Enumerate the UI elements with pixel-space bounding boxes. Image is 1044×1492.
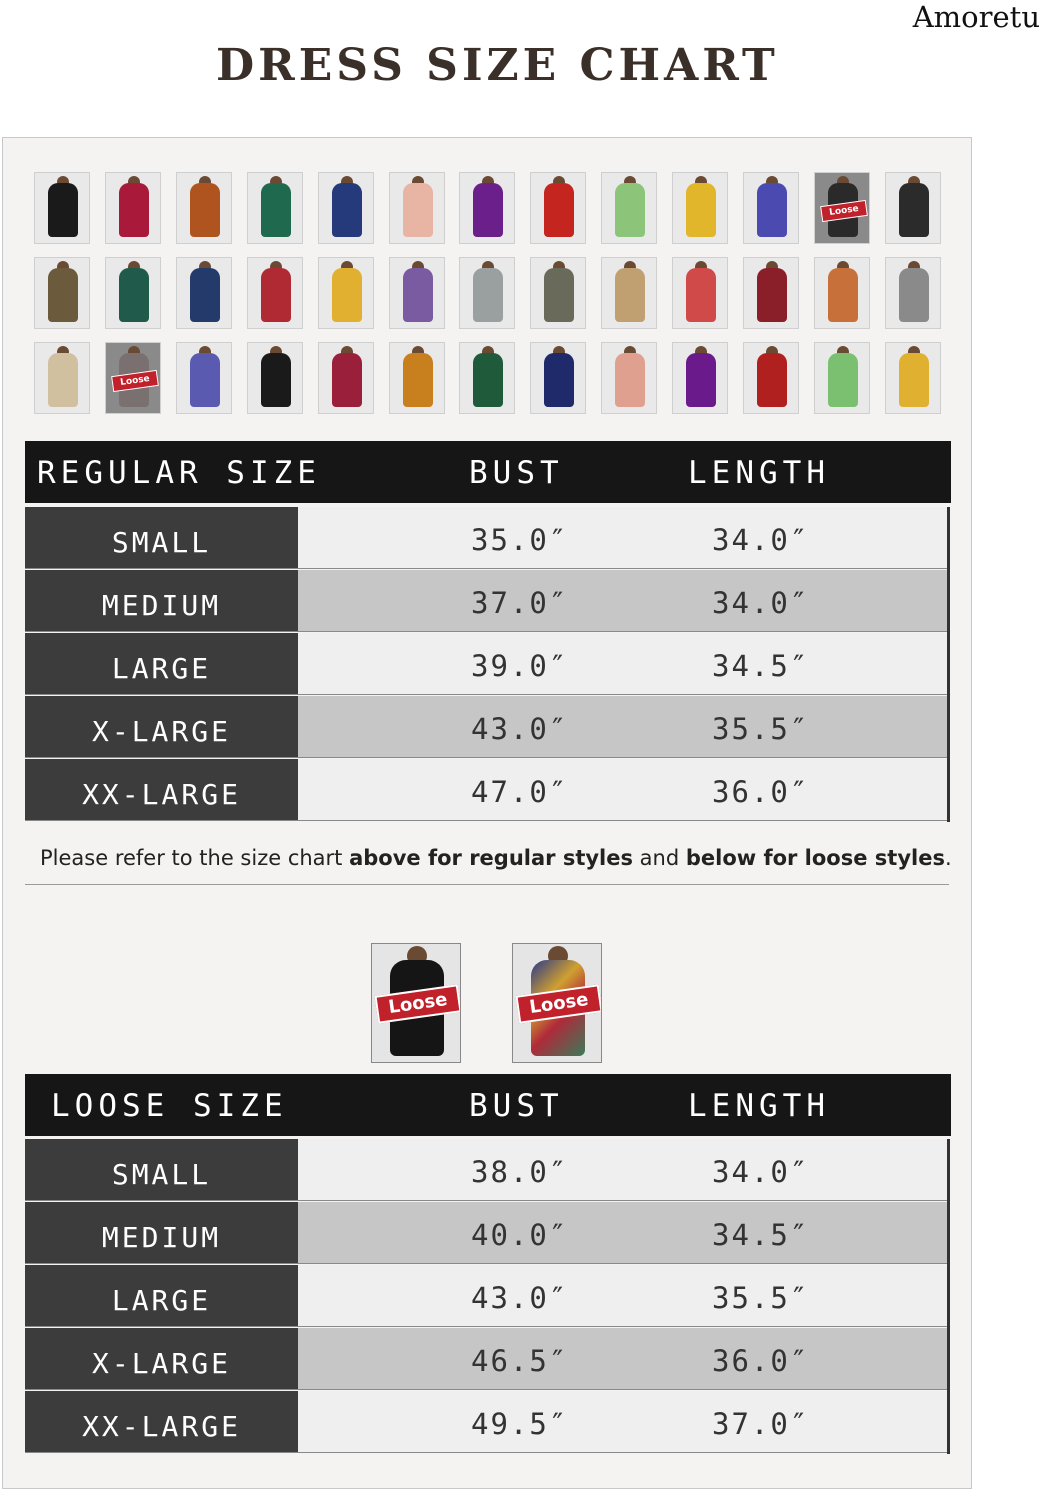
- bust-value: 39.0″: [471, 649, 569, 683]
- dress-thumbnail: [814, 257, 870, 329]
- bust-value: 43.0″: [471, 1281, 569, 1315]
- length-value: 34.0″: [712, 523, 810, 557]
- dress-thumbnail: [34, 172, 90, 244]
- dress-thumbnail: [601, 172, 657, 244]
- regular-size-heading: REGULAR SIZE: [37, 455, 321, 491]
- size-label: SMALL: [25, 1139, 298, 1200]
- dress-thumbnail: [105, 172, 161, 244]
- size-label: LARGE: [25, 633, 298, 694]
- length-value: 36.0″: [712, 775, 810, 809]
- bust-value: 38.0″: [471, 1155, 569, 1189]
- dress-thumbnail: [389, 172, 445, 244]
- length-heading: LENGTH: [688, 455, 830, 491]
- table-edge: [947, 507, 950, 822]
- dress-thumbnail: [247, 172, 303, 244]
- bust-heading: BUST: [469, 1088, 564, 1124]
- dress-thumbnail: [176, 172, 232, 244]
- dress-thumbnail: [530, 342, 586, 414]
- loose-style-photo-print: [512, 943, 602, 1063]
- loose-style-photo-solid: [371, 943, 461, 1063]
- size-label: XX-LARGE: [25, 759, 298, 820]
- size-row: [25, 1265, 949, 1327]
- size-row: [25, 507, 949, 569]
- size-row: [25, 759, 949, 821]
- regular-table-header: [25, 441, 951, 503]
- brand-logo: Amoretu: [912, 0, 1040, 34]
- size-label: XX-LARGE: [25, 1391, 298, 1452]
- dress-thumbnail: [389, 342, 445, 414]
- dress-thumbnail: [176, 257, 232, 329]
- dress-thumbnail: [743, 342, 799, 414]
- dress-thumbnail: [530, 257, 586, 329]
- bust-value: 37.0″: [471, 586, 569, 620]
- size-label: MEDIUM: [25, 570, 298, 631]
- dress-thumbnail: [672, 257, 728, 329]
- dress-thumbnail: [105, 342, 161, 414]
- dress-thumbnail: [743, 257, 799, 329]
- length-value: 36.0″: [712, 1344, 810, 1378]
- size-row: [25, 1328, 949, 1390]
- length-value: 34.5″: [712, 1218, 810, 1252]
- dress-thumbnail: [601, 257, 657, 329]
- length-heading: LENGTH: [688, 1088, 830, 1124]
- loose-badge: Loose: [820, 200, 868, 222]
- loose-table-header: [25, 1074, 951, 1136]
- bust-heading: BUST: [469, 455, 564, 491]
- size-label: X-LARGE: [25, 696, 298, 757]
- dress-thumbnail: [459, 342, 515, 414]
- bust-value: 40.0″: [471, 1218, 569, 1252]
- bust-value: 47.0″: [471, 775, 569, 809]
- size-row: [25, 570, 949, 632]
- bust-value: 43.0″: [471, 712, 569, 746]
- size-label: X-LARGE: [25, 1328, 298, 1389]
- loose-badge: Loose: [111, 370, 159, 392]
- dress-thumbnail: [318, 172, 374, 244]
- divider: [25, 884, 949, 885]
- product-thumbnails: [34, 172, 946, 424]
- size-row: [25, 696, 949, 758]
- dress-thumbnail: [885, 172, 941, 244]
- dress-thumbnail: [672, 172, 728, 244]
- size-label: SMALL: [25, 507, 298, 568]
- length-value: 35.5″: [712, 712, 810, 746]
- loose-size-heading: LOOSE SIZE: [51, 1088, 288, 1124]
- dress-thumbnail: [530, 172, 586, 244]
- dress-thumbnail: [885, 257, 941, 329]
- size-label: LARGE: [25, 1265, 298, 1326]
- dress-thumbnail: [34, 342, 90, 414]
- length-value: 34.5″: [712, 649, 810, 683]
- size-row: [25, 1391, 949, 1453]
- bust-value: 46.5″: [471, 1344, 569, 1378]
- table-edge: [947, 1139, 950, 1454]
- size-row: [25, 1139, 949, 1201]
- dress-thumbnail: [176, 342, 232, 414]
- dress-thumbnail: [34, 257, 90, 329]
- loose-badge: Loose: [515, 984, 602, 1023]
- size-label: MEDIUM: [25, 1202, 298, 1263]
- length-value: 35.5″: [712, 1281, 810, 1315]
- page-title: DRESS SIZE CHART: [216, 40, 779, 91]
- dress-thumbnail: [459, 257, 515, 329]
- loose-badge: Loose: [374, 984, 461, 1023]
- size-row: [25, 1202, 949, 1264]
- dress-thumbnail: [743, 172, 799, 244]
- dress-thumbnail: [389, 257, 445, 329]
- bust-value: 35.0″: [471, 523, 569, 557]
- dress-thumbnail: [885, 342, 941, 414]
- length-value: 34.0″: [712, 1155, 810, 1189]
- dress-thumbnail: [318, 342, 374, 414]
- dress-thumbnail: [247, 257, 303, 329]
- bust-value: 49.5″: [471, 1407, 569, 1441]
- dress-thumbnail: [459, 172, 515, 244]
- dress-thumbnail: [814, 342, 870, 414]
- dress-thumbnail: [247, 342, 303, 414]
- length-value: 37.0″: [712, 1407, 810, 1441]
- dress-thumbnail: [672, 342, 728, 414]
- length-value: 34.0″: [712, 586, 810, 620]
- dress-thumbnail: [601, 342, 657, 414]
- dress-thumbnail: [318, 257, 374, 329]
- dress-thumbnail: [814, 172, 870, 244]
- size-row: [25, 633, 949, 695]
- size-note: Please refer to the size chart above for regular styles and below for loose styles.: [40, 846, 952, 870]
- dress-thumbnail: [105, 257, 161, 329]
